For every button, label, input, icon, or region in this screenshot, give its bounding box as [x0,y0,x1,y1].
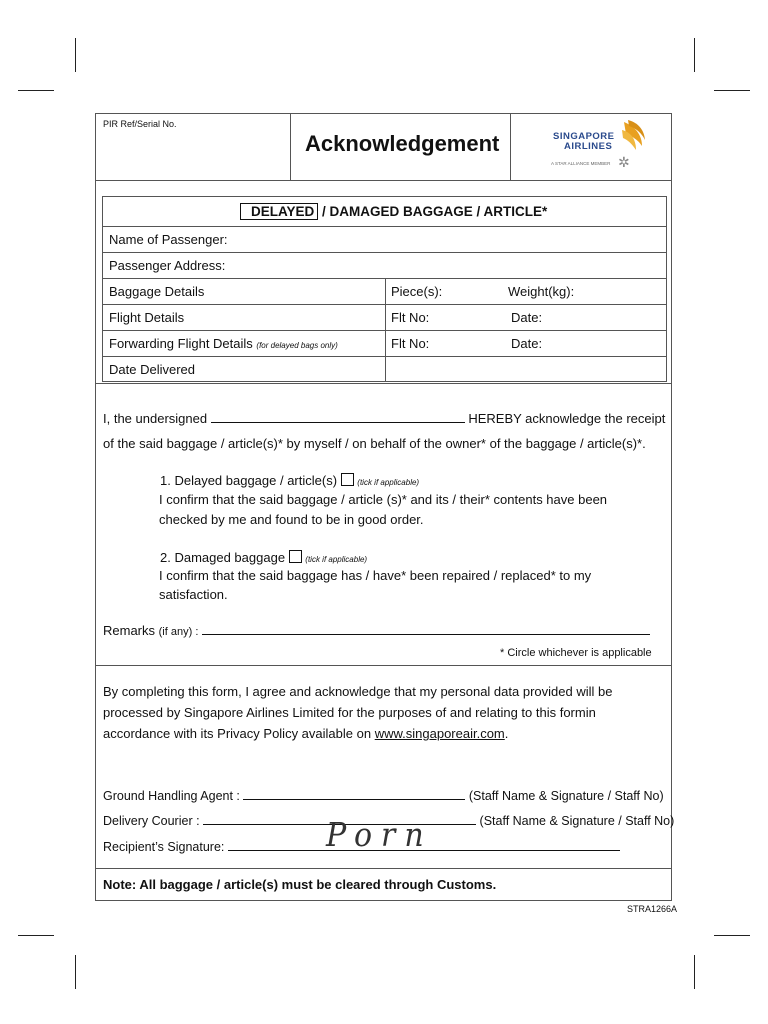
logo-text-line2: AIRLINES [564,141,613,152]
section-line [95,383,672,384]
item1-title [160,473,419,488]
row-forwarding-flight [109,336,338,351]
crop-mark [694,38,695,72]
logo-text-line1: SINGAPORE [553,131,615,142]
acknowledge-line2: of the said baggage / article(s)* by myself / on behalf of the owner* of the baggage / article(s)*. [103,436,646,451]
customs-note: Note: All baggage / article(s) must be cleared through Customs. [103,877,497,892]
privacy-line1: By completing this form, I agree and acknowledge that my personal data provided will be [103,684,613,699]
undersigned-name-field[interactable] [211,410,465,423]
airline-logo [548,120,648,170]
row-baggage-details: Baggage Details [109,284,205,299]
remarks-label: Remarks [103,623,156,638]
row-flight-details: Flight Details [109,310,185,325]
handwritten-signature: Porn [326,816,433,855]
forwarding-note: (for delayed bags only) [256,341,338,350]
remarks-line [103,622,650,638]
item2-line1: I confirm that the said baggage has / have* been repaired / replaced* to my [159,568,592,583]
weight-label: Weight(kg): [508,284,575,299]
logo-tagline: A STAR ALLIANCE MEMBER [551,161,611,166]
circle-note: * Circle whichever is applicable [500,647,652,659]
table-row-line [102,252,667,253]
fwd-flt-no-label: Flt No: [391,336,430,351]
table-heading-rest: / DAMAGED BAGGAGE / ARTICLE* [322,204,548,219]
item2-title [160,550,367,565]
remarks-suffix: (if any) : [158,626,199,638]
item1-line2: checked by me and found to be in good order. [159,512,424,527]
undersigned-post: HEREBY acknowledge the receipt [468,411,666,426]
table-col-line [385,278,386,382]
privacy-link[interactable]: www.singaporeair.com [374,726,505,741]
privacy-line3 [103,726,508,741]
delayed-circled: DELAYED [240,203,318,220]
courier-suffix: (Staff Name & Signature / Staff No) [479,814,675,828]
privacy-line3-post: . [504,726,509,741]
header-divider [510,113,511,180]
section-line [95,665,672,666]
item1-line1: I confirm that the said baggage / article (s)* and its / their* contents have been [159,492,608,507]
crop-mark [714,935,750,936]
tick-note: (tick if applicable) [305,555,368,564]
item2-line2: satisfaction. [159,587,228,602]
bird-icon [620,120,646,154]
courier-label: Delivery Courier : [103,814,200,828]
gha-line [103,787,664,803]
gha-label: Ground Handling Agent : [103,789,240,803]
table-heading [240,204,547,219]
remarks-field[interactable] [202,622,650,635]
crop-mark [18,935,54,936]
page-title: Acknowledgement [305,131,500,156]
gha-field[interactable] [243,787,465,800]
undersigned-pre: I, the undersigned [103,411,208,426]
pir-ref-label: PIR Ref/Serial No. [103,119,177,129]
crop-mark [18,90,54,91]
row-name-of-passenger: Name of Passenger: [109,232,228,247]
crop-mark [714,90,750,91]
crop-mark [694,955,695,989]
header-bottom-line [95,180,672,181]
gha-suffix: (Staff Name & Signature / Staff No) [468,789,664,803]
tick-note: (tick if applicable) [357,478,420,487]
item2-title-text: 2. Damaged baggage [160,550,286,565]
row-passenger-address: Passenger Address: [109,258,226,273]
table-row-line [102,226,667,227]
form-code: STRA1266A [627,904,678,914]
date-label: Date: [511,310,543,325]
flt-no-label: Flt No: [391,310,430,325]
privacy-line3-pre: accordance with its Privacy Policy available on [103,726,372,741]
pieces-label: Piece(s): [391,284,443,299]
fwd-date-label: Date: [511,336,543,351]
delayed-checkbox[interactable] [341,473,354,486]
crop-mark [75,955,76,989]
header-divider [290,113,291,180]
crop-mark [75,38,76,72]
privacy-line2: processed by Singapore Airlines Limited for the purposes of and relating to this formin [103,705,596,720]
item1-title-text: 1. Delayed baggage / article(s) [160,473,338,488]
undersigned-line [103,410,665,426]
recipient-label: Recipient’s Signature: [103,840,225,854]
damaged-checkbox[interactable] [289,550,302,563]
section-line [95,868,672,869]
row-date-delivered: Date Delivered [109,362,195,377]
forwarding-label: Forwarding Flight Details [109,336,253,351]
star-alliance-icon: ✲ [618,154,630,170]
